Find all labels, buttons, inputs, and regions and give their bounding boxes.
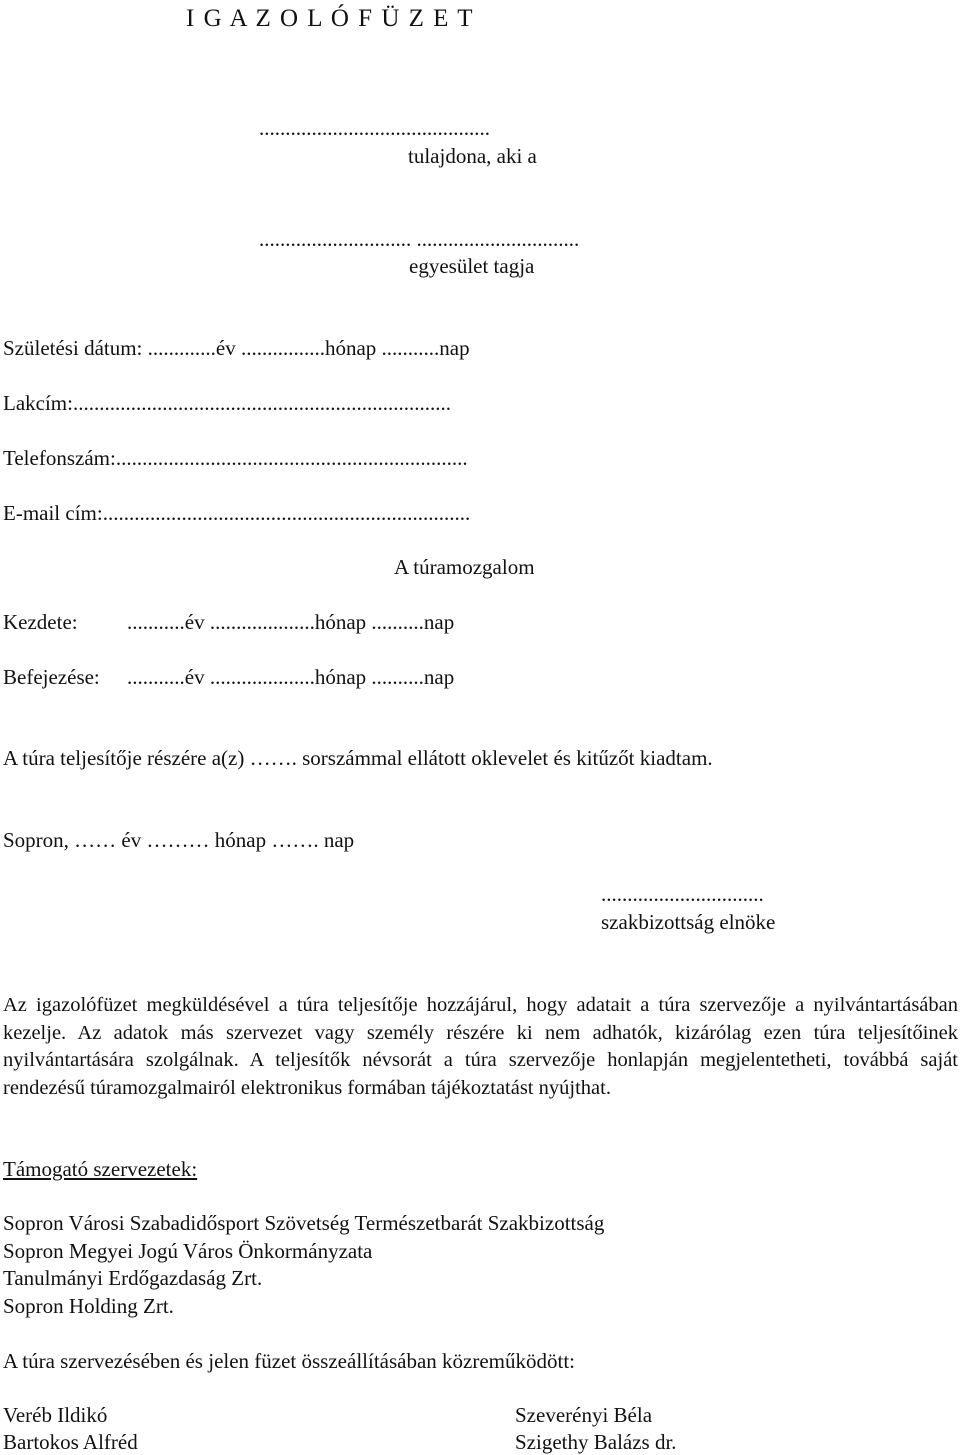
address-field: Lakcím:........................................................................ (3, 391, 451, 415)
end-label: Befejezése: (3, 665, 100, 689)
phone-field: Telefonszám:................................................................... (3, 446, 468, 470)
supporter-item: Sopron Holding Zrt. (3, 1294, 174, 1318)
owner-label: tulajdona, aki a (408, 144, 537, 168)
start-value: ...........év ....................hónap ..........nap (127, 610, 455, 634)
start-label: Kezdete: (3, 610, 78, 634)
contributor-name: Veréb Ildikó (3, 1403, 108, 1427)
signature-dots: ............................... (601, 882, 764, 906)
supporter-item: Tanulmányi Erdőgazdaság Zrt. (3, 1266, 263, 1290)
tour-heading: A túramozgalom (394, 555, 535, 579)
document-title: I G A Z O L Ó F Ü Z E T (186, 5, 474, 32)
contributor-name: Szigethy Balázs dr. (515, 1430, 677, 1454)
end-value: ...........év ....................hónap ..........nap (127, 665, 455, 689)
birth-date-field: Születési dátum: .............év ................hónap ...........nap (3, 336, 470, 360)
place-date-line: Sopron, …… év ……… hónap ……. nap (3, 828, 355, 852)
owner-dots: ............................................ (259, 116, 490, 140)
privacy-paragraph: Az igazolófüzet megküldésével a túra teljesítője hozzájárul, hogy adatait a túra szervezője a nyilvántartásában kezelje. Az adatok más szervezet vagy személy részére ki nem adhatók, kizárólag ezen túra teljesítőinek nyilvántartására szolgálnak. A teljesítők névsorát a túra szervezője honlapján megjelentetheti, továbbá saját rendezésű túramozgalmairól elektronikus formában tájékoztatást nyújthat. (3, 994, 958, 1099)
email-field: E-mail cím:...................................................................... (3, 501, 471, 525)
supporter-item: Sopron Megyei Jogú Város Önkormányzata (3, 1239, 373, 1263)
contributors-heading: A túra szervezésében és jelen füzet összeállításában közreműködött: (3, 1349, 576, 1373)
association-dots: ............................. ............................... (259, 227, 580, 251)
signature-label: szakbizottság elnöke (601, 910, 776, 934)
certificate-line: A túra teljesítője részére a(z) ……. sorszámmal ellátott oklevelet és kitűzőt kiadtam. (3, 746, 713, 770)
contributor-name: Szeverényi Béla (515, 1403, 653, 1427)
association-label: egyesület tagja (409, 254, 535, 278)
contributor-name: Bartokos Alfréd (3, 1430, 138, 1454)
supporters-heading: Támogató szervezetek: (3, 1157, 198, 1181)
supporter-item: Sopron Városi Szabadidősport Szövetség Természetbarát Szakbizottság (3, 1211, 605, 1235)
